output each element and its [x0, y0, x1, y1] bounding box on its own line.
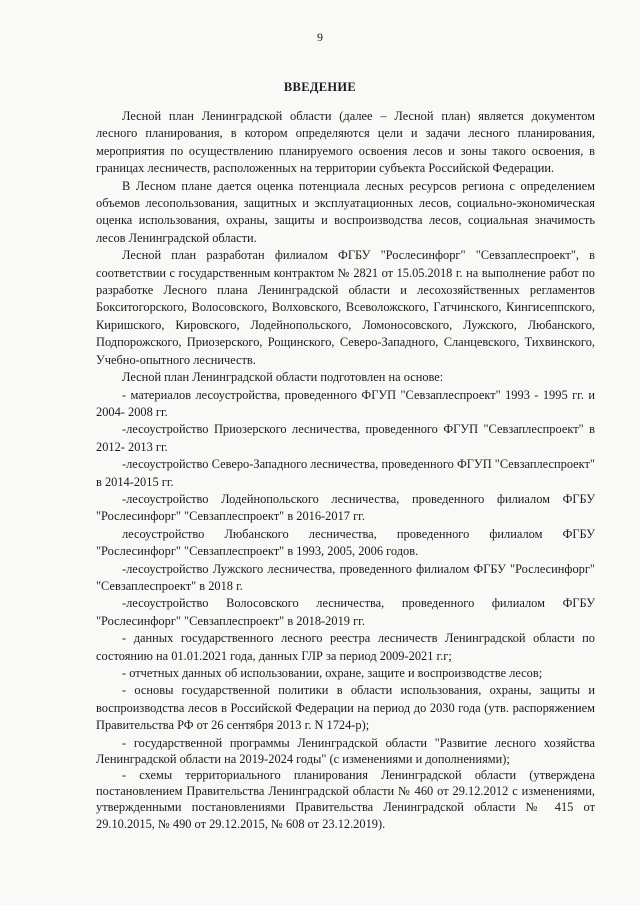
- page-number: 9: [317, 30, 323, 44]
- paragraph: - материалов лесоустройства, проведенного ФГУП "Севзаплеспроект" 1993 - 1995 гг. и 2004- 2008 гг.: [96, 387, 595, 419]
- paragraph: Лесной план Ленинградской области (далее – Лесной план) является документом лесного планирования, в котором определяются цели и задачи лесного планирования, мероприятия по осуществлению планируемого освоения лесов и зоны такого освоения, в границах лесничеств, расположенных на территории субъекта Российской Федерации.: [96, 109, 595, 176]
- paragraph: - государственной программы Ленинградской области "Развитие лесного хозяйства Ленинградской области на 2019-2024 годы" (с изменениями и дополнениями);: [96, 735, 595, 766]
- paragraph: Лесной план разработан филиалом ФГБУ "Рослесинфорг" "Севзаплеспроект", в соответствии с государственным контрактом № 2821 от 15.05.2018 г. на выполнение работ по разработке Лесного плана Ленинградской области и лесохозяйственных регламентов Бокситогорского, Волосовского, Волховского, Всеволожского, Гатчинского, Кингисеппского, Киришского, Кировского, Лодейнопольского, Ломоносовского, Лужского, Любанского, Подпорожского, Приозерского, Рощинского, Северо-Западного, Сланцевского, Тихвинского, Учебно-опытного лесничеств.: [96, 248, 595, 367]
- paragraph: -лесоустройство Лужского лесничества, проведенного филиалом ФГБУ "Рослесинфорг" "Севзаплеспроект" в 2018 г.: [96, 561, 595, 593]
- paragraph: -лесоустройство Северо-Западного лесничества, проведенного ФГУП "Севзаплеспроект" в 2014-2015 гг.: [96, 457, 595, 489]
- paragraph: В Лесном плане дается оценка потенциала лесных ресурсов региона с определением объемов лесопользования, защитных и эксплуатационных лесов, социально-экономическая оценка использования, охраны, защиты и воспроизводства лесов, социальная значимость лесов Ленинградской области.: [96, 178, 595, 245]
- paragraph: Лесной план Ленинградской области подготовлен на основе:: [122, 370, 444, 385]
- paragraph: - данных государственного лесного реестра лесничеств Ленинградской области по состоянию на 01.01.2021 года, данных ГЛР за период 2009-2021 г.г;: [96, 631, 595, 663]
- section-title: ВВЕДЕНИЕ: [283, 80, 357, 94]
- paragraph: - отчетных данных об использовании, охране, защите и воспроизводстве лесов;: [122, 666, 543, 680]
- paragraph: лесоустройство Любанского лесничества, проведенного филиалом ФГБУ "Рослесинфорг" "Севзаплеспроект" в 1993, 2005, 2006 годов.: [96, 526, 595, 559]
- paragraph: - схемы территориального планирования Ленинградской области (утверждена постановлением Правительства Ленинградской области № 460 от 29.12.2012 с изменениями, утвержденными постановлениями Правительства Ленинградской области № 415 от 29.10.2015, № 490 от 29.12.2015, № 608 от 23.12.2019).: [96, 768, 595, 831]
- paragraph: -лесоустройство Волосовского лесничества, проведенного филиалом ФГБУ "Рослесинфорг" "Севзаплеспроект" в 2018-2019 гг.: [96, 596, 595, 628]
- document-body: [96, 108, 595, 832]
- paragraph: - основы государственной политики в области использования, охраны, защиты и воспроизводства лесов в Российской Федерации на период до 2030 года (утв. распоряжением Правительства РФ от 26 сентября 2013 г. N 1724-р);: [96, 683, 595, 733]
- paragraph: -лесоустройство Приозерского лесничества, проведенного ФГУП "Севзаплеспроект" в 2012- 2013 гг.: [96, 422, 595, 454]
- paragraph: -лесоустройство Лодейнопольского лесничества, проведенного филиалом ФГБУ "Рослесинфорг" "Севзаплеспроект" в 2016-2017 гг.: [96, 491, 595, 524]
